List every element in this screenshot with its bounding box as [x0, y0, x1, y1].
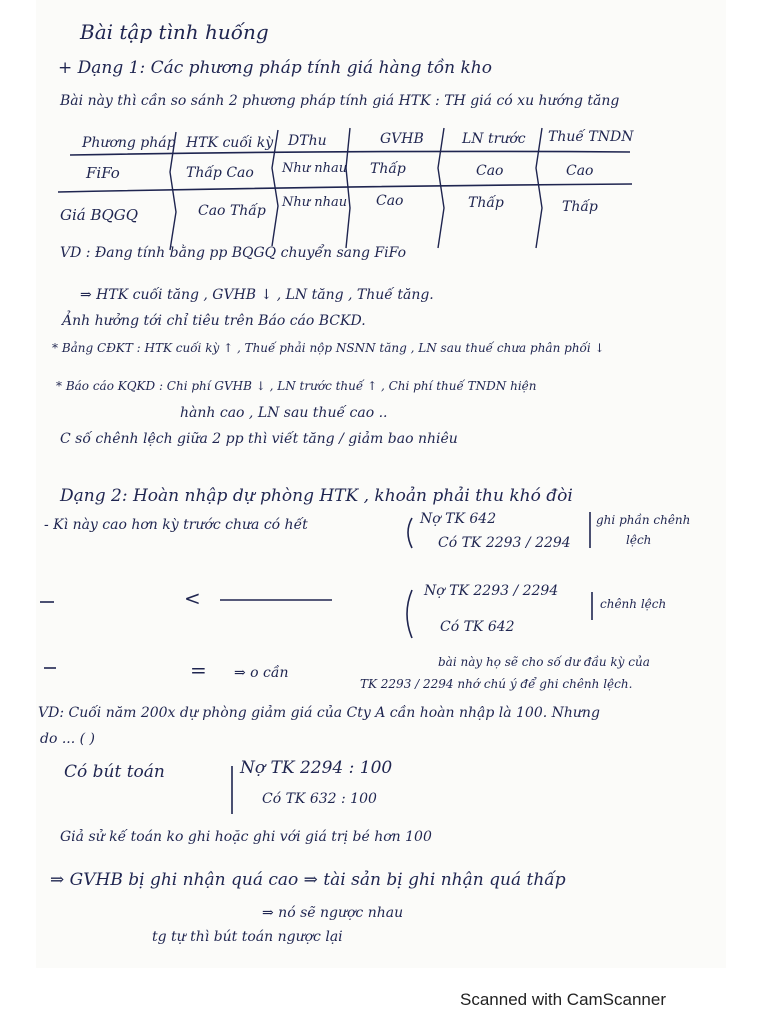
- entry3-credit: Có TK 632 : 100: [262, 791, 377, 807]
- entry-reminder: bài này họ sẽ cho số dư đầu kỳ của: [438, 655, 650, 669]
- table-header-cell: GVHB: [380, 131, 424, 147]
- table-cell: Như nhau: [282, 195, 348, 210]
- section1-impact: Ảnh hưởng tới chỉ tiêu trên Báo cáo BCKD.: [62, 313, 366, 329]
- entry3-debit: Nợ TK 2294 : 100: [240, 758, 393, 778]
- case-equal-sign: =: [190, 658, 207, 682]
- table-cell: Cao: [376, 193, 404, 209]
- section1-title: + Dạng 1: Các phương pháp tính giá hàng tồn kho: [58, 58, 492, 78]
- section1-intro: Bài này thì cần so sánh 2 phương pháp tính giá HTK : TH giá có xu hướng tăng: [60, 93, 620, 109]
- section1-income-statement: * Báo cáo KQKD : Chi phí GVHB ↓ , LN trước thuế ↑ , Chi phí thuế TNDN hiện: [56, 379, 537, 393]
- conclusion-cont: ⇒ nó sẽ ngược nhau: [262, 905, 404, 921]
- assumption: Giả sử kế toán ko ghi hoặc ghi với giá trị bé hơn 100: [60, 829, 432, 845]
- table-header-cell: LN trước: [462, 131, 526, 147]
- entry1-note: ghi phần chênh: [596, 513, 691, 527]
- section1-result: ⇒ HTK cuối tăng , GVHB ↓ , LN tăng , Thuế tăng.: [80, 287, 434, 303]
- table-cell: Cao: [566, 163, 594, 179]
- section1-balance-sheet: * Bảng CĐKT : HTK cuối kỳ ↑ , Thuế phải nộp NSNN tăng , LN sau thuế chưa phân phối ↓: [52, 341, 605, 355]
- table-cell: Thấp: [370, 161, 406, 177]
- section1-income-statement-cont: hành cao , LN sau thuế cao ..: [180, 405, 388, 421]
- heading: Bài tập tình huống: [80, 20, 269, 44]
- table-cell: FiFo: [86, 164, 120, 182]
- entry1-note-cont: lệch: [626, 533, 652, 547]
- table-cell: Thấp: [562, 199, 598, 215]
- conclusion-final: tg tự thì bút toán ngược lại: [152, 929, 343, 945]
- entry1-debit: Nợ TK 642: [420, 511, 497, 527]
- table-cell: Thấp Cao: [186, 165, 254, 181]
- table-cell: Cao Thấp: [198, 203, 266, 219]
- table-header-cell: HTK cuối kỳ: [186, 135, 274, 151]
- table-cell: Cao: [476, 163, 504, 179]
- case-equal-result: ⇒ o cần: [234, 665, 289, 681]
- scanner-watermark: Scanned with CamScanner: [460, 990, 667, 1009]
- table-header-cell: Phương pháp: [82, 135, 176, 151]
- entry2-note: chênh lệch: [600, 597, 667, 611]
- conclusion: ⇒ GVHB bị ghi nhận quá cao ⇒ tài sản bị ghi nhận quá thấp: [50, 870, 566, 890]
- entry2-debit: Nợ TK 2293 / 2294: [424, 583, 559, 599]
- section2-example-cont: do ... ( ): [40, 731, 96, 747]
- entry1-credit: Có TK 2293 / 2294: [438, 535, 571, 551]
- entry-label: Có bút toán: [64, 762, 165, 782]
- table-cell: Giá BQGQ: [60, 206, 139, 224]
- section2-title: Dạng 2: Hoàn nhập dự phòng HTK , khoản phải thu khó đòi: [60, 486, 573, 506]
- section1-diff-note: C số chênh lệch giữa 2 pp thì viết tăng / giảm bao nhiêu: [60, 431, 458, 447]
- section2-example: VD: Cuối năm 200x dự phòng giảm giá của Cty A cần hoàn nhập là 100. Nhưng: [38, 705, 600, 721]
- section1-example: VD : Đang tính bằng pp BQGQ chuyển sang FiFo: [60, 245, 406, 261]
- table-header-cell: Thuế TNDN: [548, 129, 634, 145]
- table-cell: Thấp: [468, 195, 504, 211]
- entry2-credit: Có TK 642: [440, 619, 515, 635]
- entry-reminder-cont: TK 2293 / 2294 nhớ chú ý để ghi chênh lệch.: [360, 677, 633, 691]
- table-cell: Như nhau: [282, 161, 348, 176]
- case-less-sign: <: [184, 586, 201, 610]
- table-header-cell: DThu: [288, 133, 327, 149]
- case-greater: - Kì này cao hơn kỳ trước chưa có hết: [44, 517, 308, 533]
